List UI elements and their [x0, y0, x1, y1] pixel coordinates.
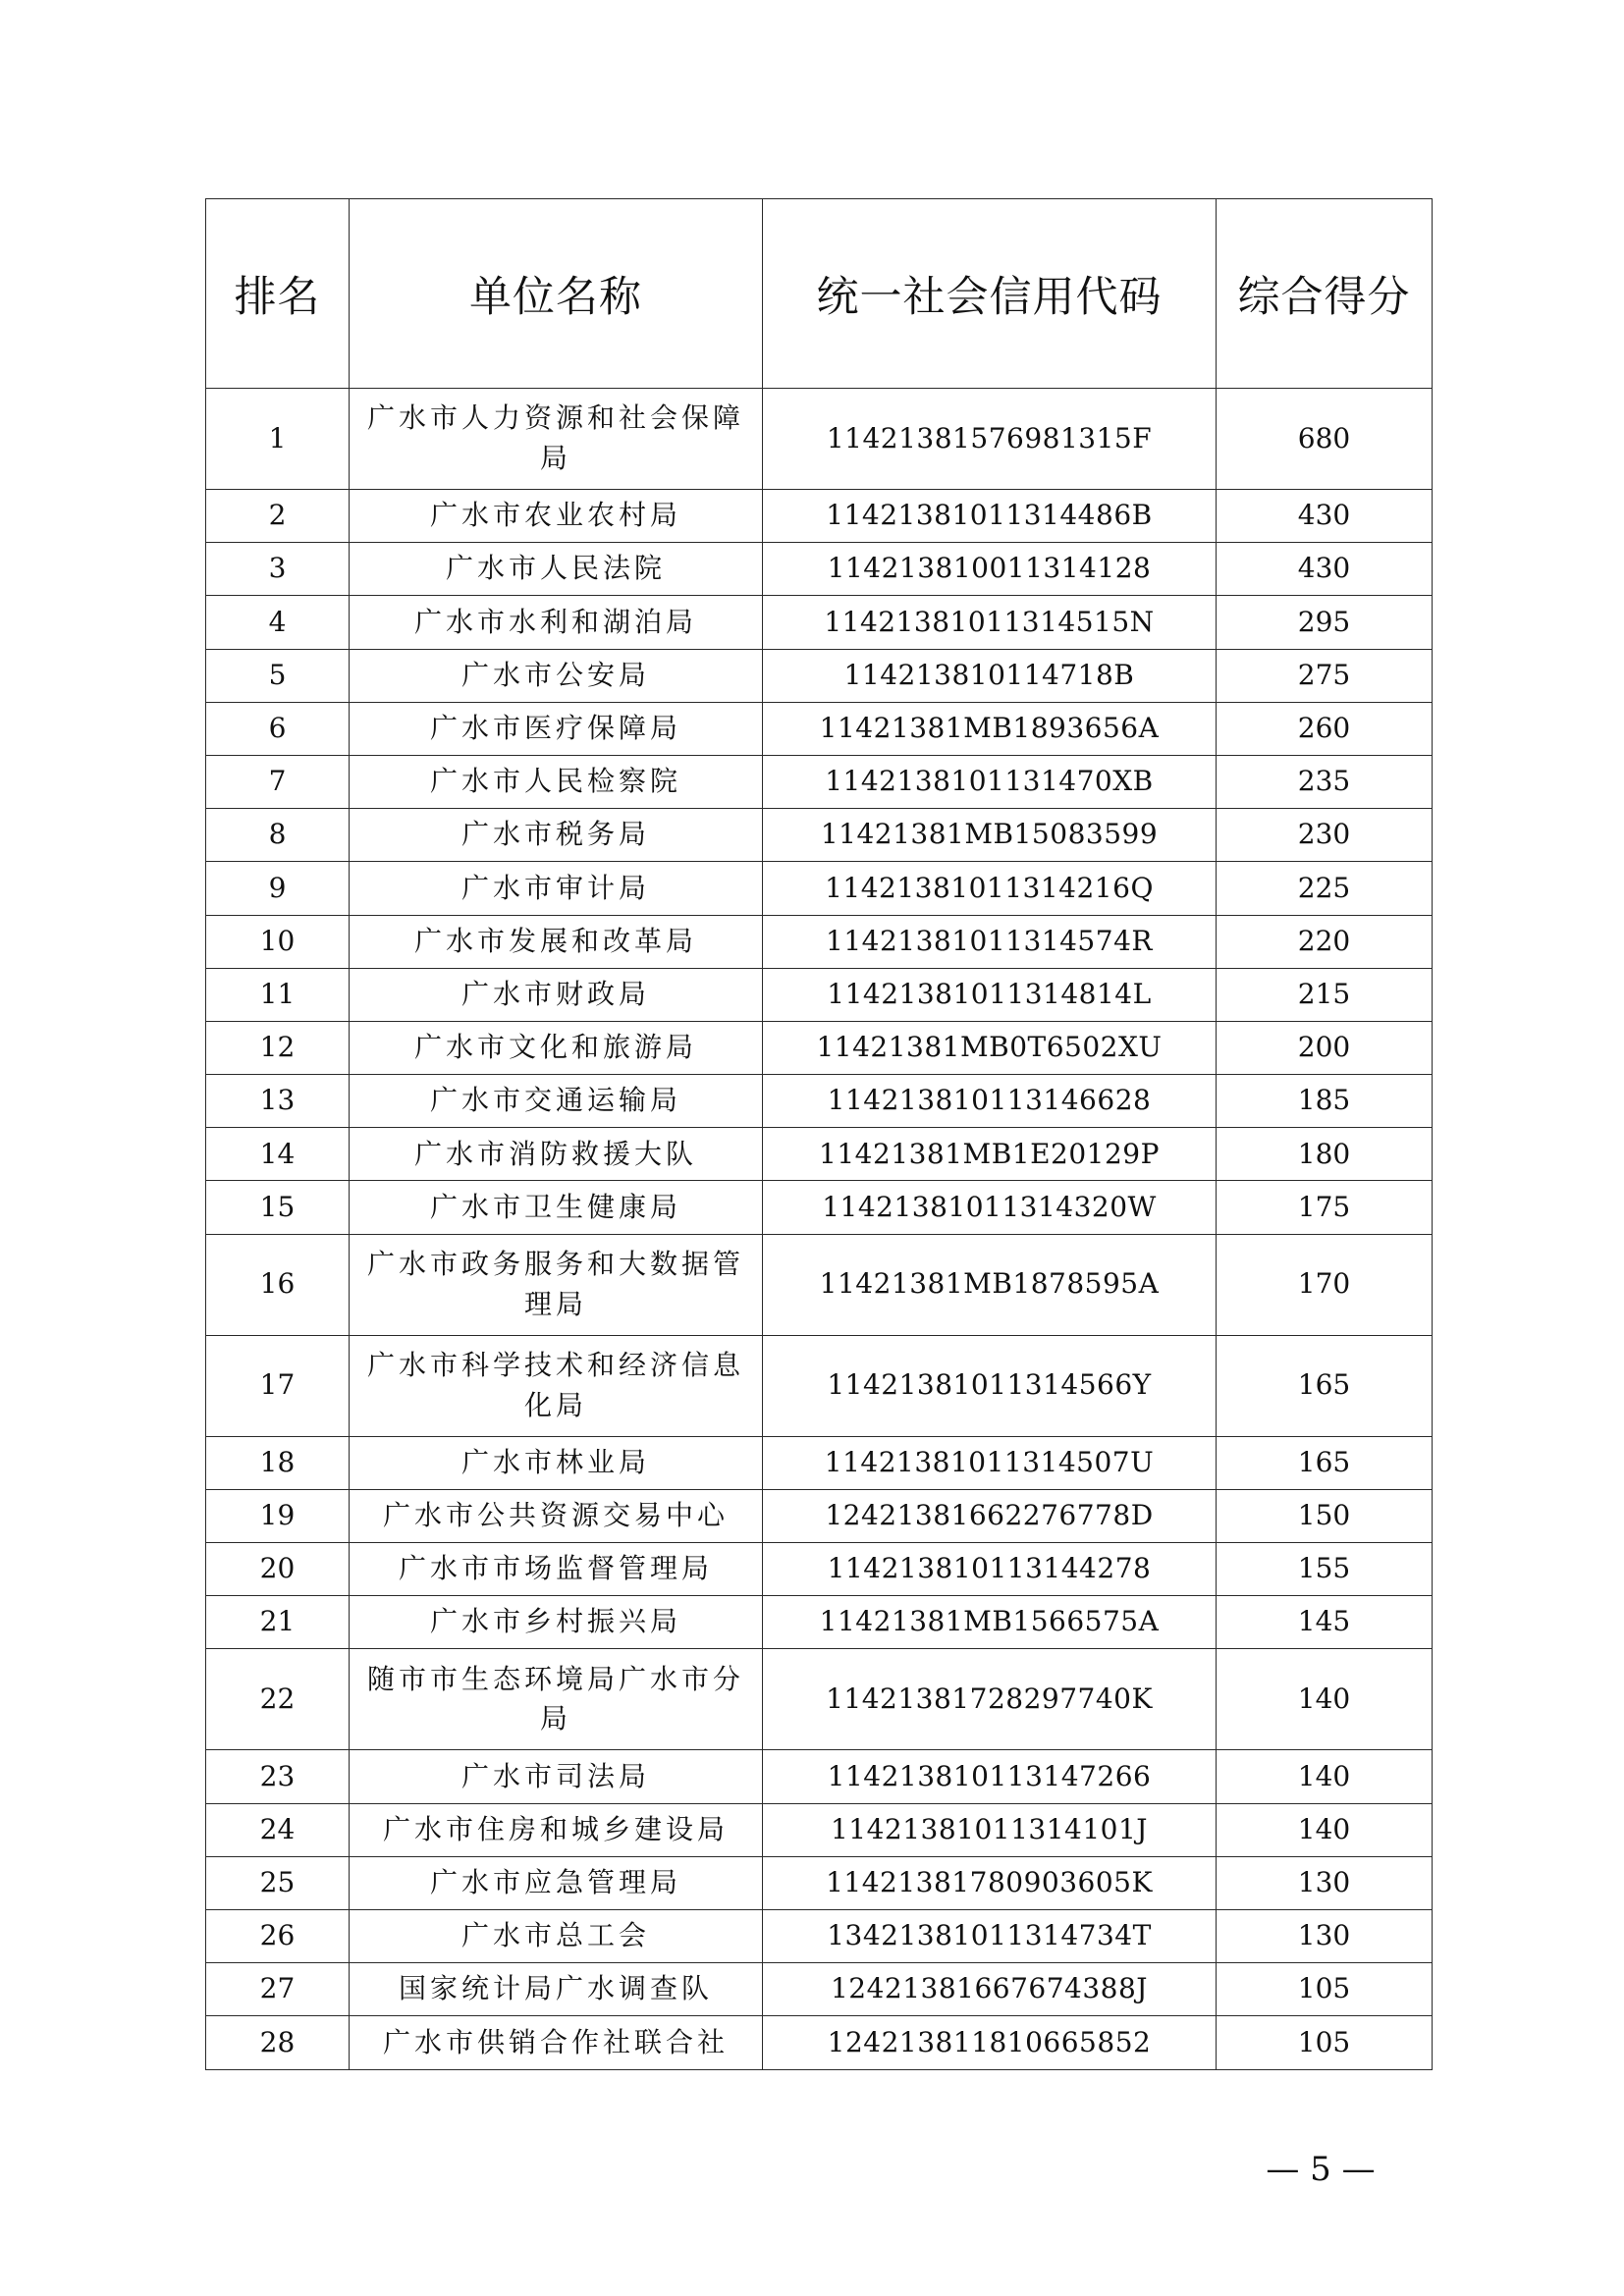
score-cell: 235: [1217, 755, 1433, 808]
rank-cell: 16: [206, 1234, 350, 1335]
score-cell: 140: [1217, 1750, 1433, 1803]
credit-code-cell: 114213810113147266: [763, 1750, 1217, 1803]
rank-cell: 10: [206, 915, 350, 968]
credit-code-cell: 1142138101131470XB: [763, 755, 1217, 808]
score-cell: 150: [1217, 1489, 1433, 1542]
table-row: [206, 649, 1433, 702]
credit-code-cell: 124213811810665852: [763, 2016, 1217, 2069]
credit-code-cell: 13421381011314734T: [763, 1909, 1217, 1962]
table-row: [206, 1436, 1433, 1489]
unit-name-cell: 广水市发展和改革局: [350, 915, 763, 968]
score-cell: 200: [1217, 1021, 1433, 1074]
header-rank: 排名: [206, 199, 350, 389]
unit-name-cell: 广水市文化和旅游局: [350, 1021, 763, 1074]
rank-cell: 13: [206, 1075, 350, 1128]
score-cell: 170: [1217, 1234, 1433, 1335]
credit-code-cell: 11421381MB1E20129P: [763, 1128, 1217, 1181]
table-row: [206, 1596, 1433, 1649]
score-cell: 430: [1217, 543, 1433, 596]
score-cell: 680: [1217, 389, 1433, 490]
table-row: [206, 1963, 1433, 2016]
score-cell: 180: [1217, 1128, 1433, 1181]
unit-name-cell: 广水市应急管理局: [350, 1856, 763, 1909]
unit-name-cell: 广水市农业农村局: [350, 490, 763, 543]
unit-name-cell: 广水市住房和城乡建设局: [350, 1803, 763, 1856]
credit-code-cell: 11421381011314216Q: [763, 862, 1217, 915]
unit-name-cell: 广水市科学技术和经济信息化局: [350, 1335, 763, 1436]
rank-cell: 15: [206, 1181, 350, 1234]
rank-cell: 2: [206, 490, 350, 543]
table-row: [206, 1856, 1433, 1909]
unit-name-cell: 广水市政务服务和大数据管理局: [350, 1234, 763, 1335]
credit-code-cell: 12421381662276778D: [763, 1489, 1217, 1542]
table-row: [206, 1543, 1433, 1596]
table-row: [206, 702, 1433, 755]
unit-name-cell: 广水市交通运输局: [350, 1075, 763, 1128]
rank-cell: 24: [206, 1803, 350, 1856]
unit-name-cell: 广水市人力资源和社会保障局: [350, 389, 763, 490]
header-unit-name: 单位名称: [350, 199, 763, 389]
score-cell: 225: [1217, 862, 1433, 915]
unit-name-cell: 广水市卫生健康局: [350, 1181, 763, 1234]
credit-code-cell: 11421381011314320W: [763, 1181, 1217, 1234]
table-row: [206, 755, 1433, 808]
credit-code-cell: 11421381576981315F: [763, 389, 1217, 490]
score-cell: 105: [1217, 1963, 1433, 2016]
unit-name-cell: 广水市医疗保障局: [350, 702, 763, 755]
credit-code-cell: 11421381011314486B: [763, 490, 1217, 543]
score-cell: 105: [1217, 2016, 1433, 2069]
unit-name-cell: 广水市人民法院: [350, 543, 763, 596]
unit-name-cell: 广水市总工会: [350, 1909, 763, 1962]
rank-cell: 4: [206, 596, 350, 649]
rank-cell: 21: [206, 1596, 350, 1649]
unit-name-cell: 广水市人民检察院: [350, 755, 763, 808]
score-cell: 130: [1217, 1856, 1433, 1909]
score-cell: 215: [1217, 968, 1433, 1021]
credit-code-cell: 11421381MB0T6502XU: [763, 1021, 1217, 1074]
credit-code-cell: 11421381011314101J: [763, 1803, 1217, 1856]
credit-code-cell: 11421381780903605K: [763, 1856, 1217, 1909]
rank-cell: 8: [206, 809, 350, 862]
table-row: [206, 1803, 1433, 1856]
unit-name-cell: 随市市生态环境局广水市分局: [350, 1649, 763, 1750]
credit-code-cell: 11421381MB1893656A: [763, 702, 1217, 755]
score-cell: 220: [1217, 915, 1433, 968]
rank-cell: 22: [206, 1649, 350, 1750]
ranking-table: [205, 198, 1433, 2070]
credit-code-cell: 11421381011314507U: [763, 1436, 1217, 1489]
credit-code-cell: 114213810113146628: [763, 1075, 1217, 1128]
rank-cell: 19: [206, 1489, 350, 1542]
score-cell: 145: [1217, 1596, 1433, 1649]
rank-cell: 11: [206, 968, 350, 1021]
unit-name-cell: 广水市供销合作社联合社: [350, 2016, 763, 2069]
credit-code-cell: 11421381011314566Y: [763, 1335, 1217, 1436]
rank-cell: 18: [206, 1436, 350, 1489]
unit-name-cell: 广水市公安局: [350, 649, 763, 702]
score-cell: 295: [1217, 596, 1433, 649]
table-row: [206, 1234, 1433, 1335]
header-score: 综合得分: [1217, 199, 1433, 389]
table-row: [206, 1750, 1433, 1803]
table-row: [206, 1075, 1433, 1128]
credit-code-cell: 114213810113144278: [763, 1543, 1217, 1596]
table-row: [206, 543, 1433, 596]
rank-cell: 7: [206, 755, 350, 808]
table-row: [206, 968, 1433, 1021]
credit-code-cell: 11421381MB1566575A: [763, 1596, 1217, 1649]
table-row: [206, 915, 1433, 968]
rank-cell: 25: [206, 1856, 350, 1909]
table-row: [206, 1489, 1433, 1542]
unit-name-cell: 广水市市场监督管理局: [350, 1543, 763, 1596]
unit-name-cell: 广水市水利和湖泊局: [350, 596, 763, 649]
unit-name-cell: 广水市审计局: [350, 862, 763, 915]
unit-name-cell: 广水市税务局: [350, 809, 763, 862]
credit-code-cell: 11421381001131412​8: [763, 543, 1217, 596]
unit-name-cell: 广水市消防救援大队: [350, 1128, 763, 1181]
unit-name-cell: 广水市司法局: [350, 1750, 763, 1803]
table-row: [206, 596, 1433, 649]
credit-code-cell: 11421381011314574R: [763, 915, 1217, 968]
table-header-row: [206, 199, 1433, 389]
credit-code-cell: 11421381MB1878595A: [763, 1234, 1217, 1335]
rank-cell: 5: [206, 649, 350, 702]
credit-code-cell: 12421381667674388J: [763, 1963, 1217, 2016]
table-row: [206, 1649, 1433, 1750]
rank-cell: 20: [206, 1543, 350, 1596]
score-cell: 260: [1217, 702, 1433, 755]
credit-code-cell: 11421381011314814L: [763, 968, 1217, 1021]
rank-cell: 23: [206, 1750, 350, 1803]
rank-cell: 14: [206, 1128, 350, 1181]
rank-cell: 9: [206, 862, 350, 915]
credit-code-cell: 11421381011314515N: [763, 596, 1217, 649]
score-cell: 275: [1217, 649, 1433, 702]
score-cell: 175: [1217, 1181, 1433, 1234]
credit-code-cell: 11421381MB15083599: [763, 809, 1217, 862]
unit-name-cell: 广水市林业局: [350, 1436, 763, 1489]
rank-cell: 3: [206, 543, 350, 596]
rank-cell: 28: [206, 2016, 350, 2069]
unit-name-cell: 广水市公共资源交易中心: [350, 1489, 763, 1542]
rank-cell: 12: [206, 1021, 350, 1074]
unit-name-cell: 广水市财政局: [350, 968, 763, 1021]
table-row: [206, 1128, 1433, 1181]
rank-cell: 27: [206, 1963, 350, 2016]
table-row: [206, 1335, 1433, 1436]
header-credit-code: 统一社会信用代码: [763, 199, 1217, 389]
unit-name-cell: 广水市乡村振兴局: [350, 1596, 763, 1649]
rank-cell: 1: [206, 389, 350, 490]
score-cell: 140: [1217, 1649, 1433, 1750]
score-cell: 165: [1217, 1335, 1433, 1436]
score-cell: 430: [1217, 490, 1433, 543]
table-row: [206, 1909, 1433, 1962]
table-row: [206, 389, 1433, 490]
table-row: [206, 809, 1433, 862]
rank-cell: 6: [206, 702, 350, 755]
score-cell: 230: [1217, 809, 1433, 862]
score-cell: 155: [1217, 1543, 1433, 1596]
table-row: [206, 1021, 1433, 1074]
page-number: — 5 —: [1266, 2150, 1376, 2189]
rank-cell: 17: [206, 1335, 350, 1436]
credit-code-cell: 11421381728297740K: [763, 1649, 1217, 1750]
table-row: [206, 862, 1433, 915]
score-cell: 185: [1217, 1075, 1433, 1128]
table-row: [206, 490, 1433, 543]
rank-cell: 26: [206, 1909, 350, 1962]
score-cell: 130: [1217, 1909, 1433, 1962]
unit-name-cell: 国家统计局广水调查队: [350, 1963, 763, 2016]
table-row: [206, 2016, 1433, 2069]
score-cell: 140: [1217, 1803, 1433, 1856]
table-row: [206, 1181, 1433, 1234]
score-cell: 165: [1217, 1436, 1433, 1489]
credit-code-cell: 114213810114718B: [763, 649, 1217, 702]
